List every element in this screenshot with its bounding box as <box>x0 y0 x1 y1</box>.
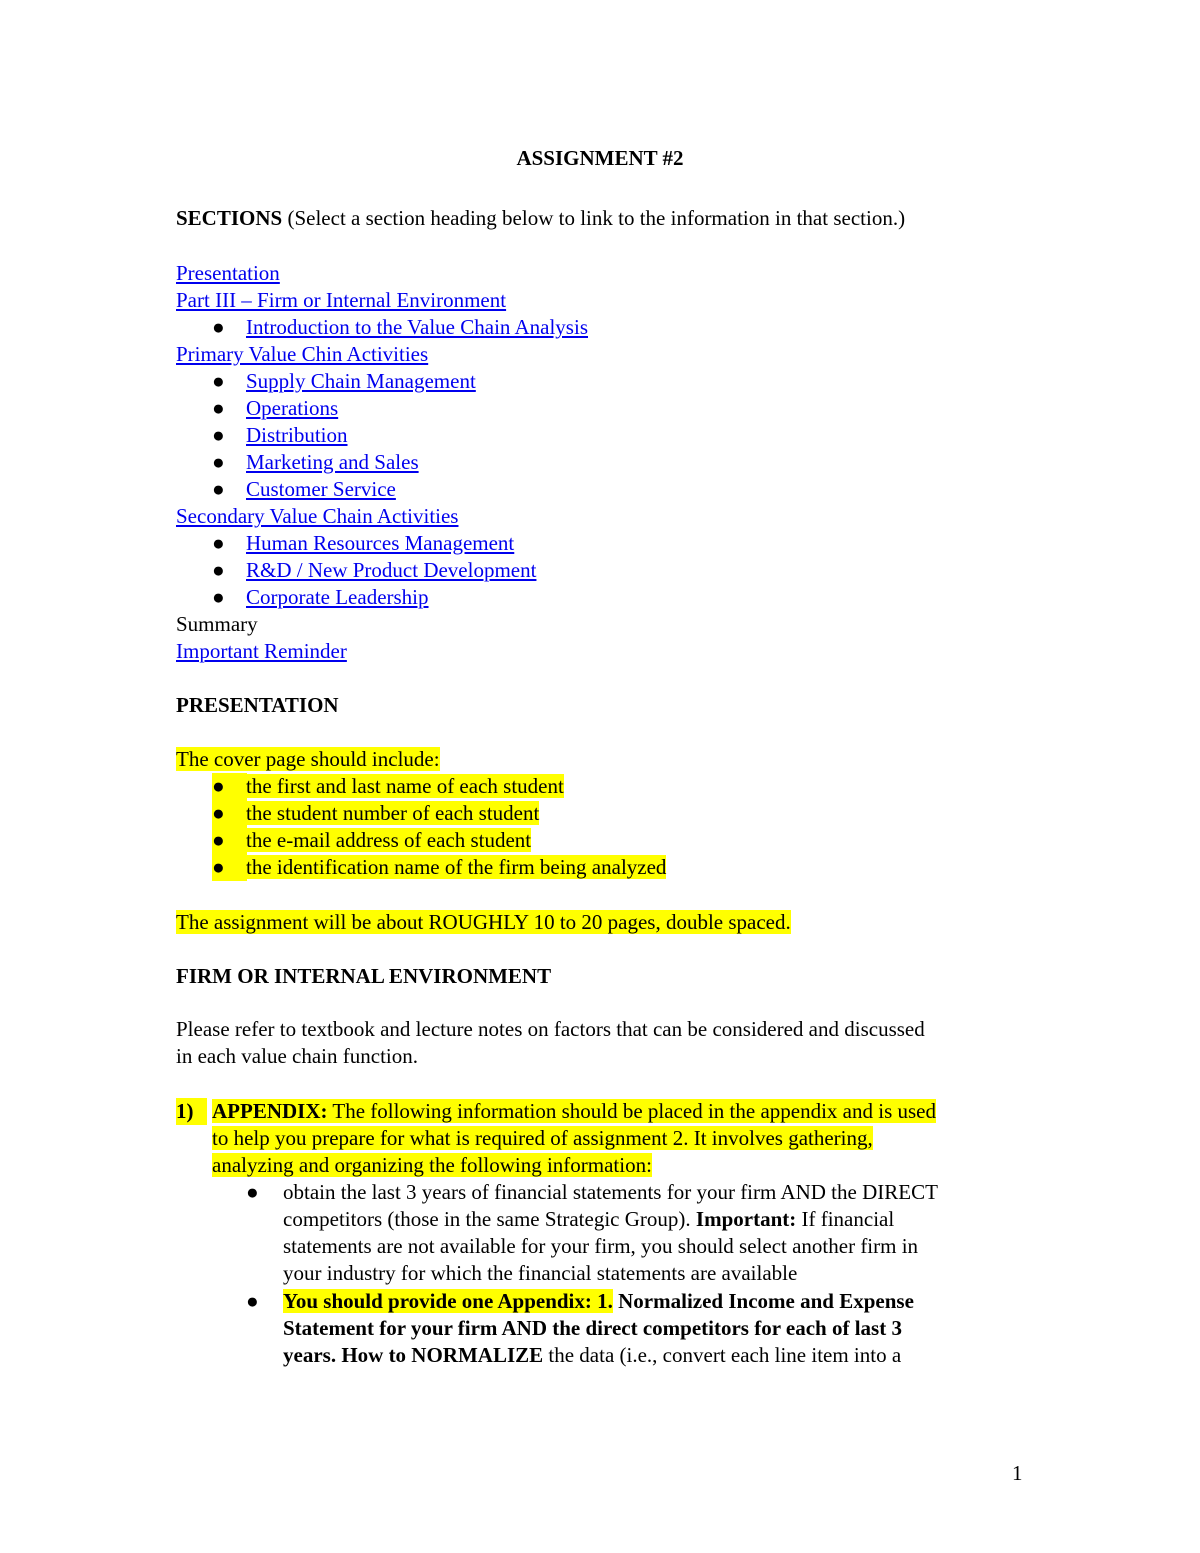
appendix-bullet-text: your industry for which the financial statements are available <box>283 1261 798 1285</box>
bullet-icon: ● <box>246 1289 259 1313</box>
page-title: ASSIGNMENT #2 <box>516 146 684 170</box>
sections-line <box>176 205 905 232</box>
toc-link-secondary-activities[interactable]: Secondary Value Chain Activities <box>176 504 459 528</box>
bullet-icon: ● <box>212 531 225 555</box>
bullet-icon: ● <box>212 423 225 447</box>
toc-link-supply-chain[interactable]: Supply Chain Management <box>246 369 476 393</box>
appendix-text: to help you prepare for what is required of assignment 2. It involves gathering, <box>212 1126 873 1150</box>
toc-link-important-reminder[interactable]: Important Reminder <box>176 639 347 663</box>
page-number: 1 <box>1012 1461 1023 1485</box>
bullet-icon: ● <box>212 773 247 800</box>
appendix-bullet-text: You should provide one Appendix: 1. Normalized Income and Expense <box>283 1289 914 1313</box>
cover-item: the first and last name of each student <box>246 774 564 798</box>
bullet-icon: ● <box>212 369 225 393</box>
firm-paragraph-line: in each value chain function. <box>176 1044 418 1068</box>
bullet-icon: ● <box>212 396 225 420</box>
toc-link-operations[interactable]: Operations <box>246 396 339 420</box>
bullet-icon: ● <box>212 477 225 501</box>
cover-page-intro: The cover page should include: <box>176 747 440 771</box>
appendix-bullet-text: competitors (those in the same Strategic Group). Important: If financial <box>283 1207 895 1231</box>
bullet-icon: ● <box>246 1180 259 1204</box>
sections-note: (Select a section heading below to link to the information in that section.) <box>282 206 906 230</box>
appendix-bullet-text: statements are not available for your firm, you should select another firm in <box>283 1234 919 1258</box>
bullet-icon: ● <box>212 585 225 609</box>
firm-heading: FIRM OR INTERNAL ENVIRONMENT <box>176 964 552 988</box>
appendix-text: The following information should be placed in the appendix and is used <box>327 1099 936 1123</box>
toc-link-customer-service[interactable]: Customer Service <box>246 477 396 501</box>
appendix-text: analyzing and organizing the following information: <box>212 1153 652 1177</box>
cover-item: the student number of each student <box>246 801 540 825</box>
toc-link-value-chain-intro[interactable]: Introduction to the Value Chain Analysis <box>246 315 588 339</box>
firm-paragraph-line: Please refer to textbook and lecture notes on factors that can be considered and discussed <box>176 1017 925 1041</box>
appendix-bullet-text: obtain the last 3 years of financial statements for your firm AND the DIRECT <box>283 1180 938 1204</box>
toc-link-presentation[interactable]: Presentation <box>176 261 280 285</box>
presentation-heading: PRESENTATION <box>176 693 339 717</box>
toc-link-distribution[interactable]: Distribution <box>246 423 348 447</box>
bullet-icon: ● <box>212 827 247 854</box>
toc-summary: Summary <box>176 612 258 636</box>
toc-link-corporate-leadership[interactable]: Corporate Leadership <box>246 585 429 609</box>
length-note: The assignment will be about ROUGHLY 10 to 20 pages, double spaced. <box>176 910 791 934</box>
bullet-icon: ● <box>212 800 247 827</box>
cover-item: the e-mail address of each student <box>246 828 532 852</box>
bullet-icon: ● <box>212 558 225 582</box>
sections-heading: SECTIONS <box>176 206 283 230</box>
toc-link-marketing-sales[interactable]: Marketing and Sales <box>246 450 419 474</box>
appendix-highlight: You should provide one Appendix: 1. <box>283 1289 613 1313</box>
toc-link-part-iii[interactable]: Part III – Firm or Internal Environment <box>176 288 507 312</box>
appendix-label: APPENDIX: <box>212 1099 328 1123</box>
appendix-bullet-text: Statement for your firm AND the direct competitors for each of last 3 <box>283 1316 902 1340</box>
appendix-bullet-text: years. How to NORMALIZE the data (i.e., convert each line item into a <box>283 1343 902 1367</box>
toc-link-primary-activities[interactable]: Primary Value Chin Activities <box>176 342 429 366</box>
cover-item: the identification name of the firm being analyzed <box>246 855 667 879</box>
important-label: Important: <box>695 1207 797 1231</box>
appendix-number: 1) <box>176 1098 207 1125</box>
toc-link-rnd[interactable]: R&D / New Product Development <box>246 558 537 582</box>
bullet-icon: ● <box>212 854 247 881</box>
bullet-icon: ● <box>212 450 225 474</box>
toc-link-human-resources[interactable]: Human Resources Management <box>246 531 515 555</box>
bullet-icon: ● <box>212 315 225 339</box>
